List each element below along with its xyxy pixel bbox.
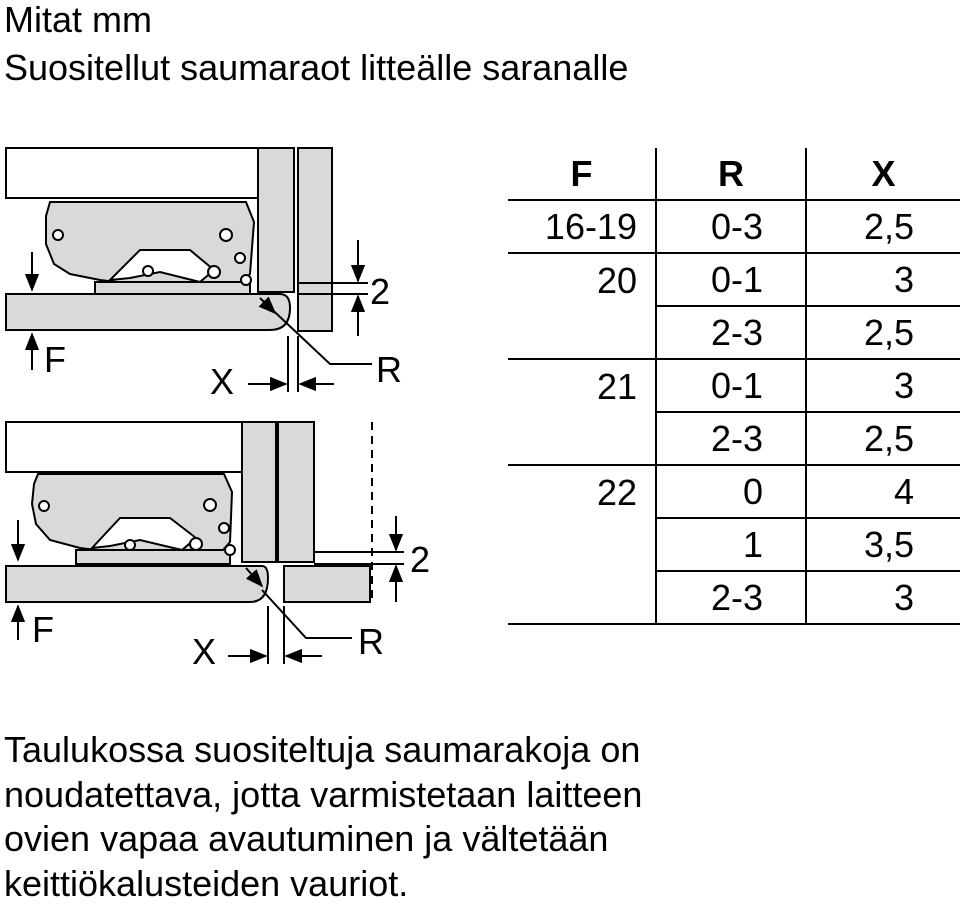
table-header-row <box>508 148 960 200</box>
cell-x: 3 <box>806 253 960 306</box>
bottom-hinge-screw <box>190 538 202 550</box>
top-hinge-screw <box>220 229 232 241</box>
cell-r: 2-3 <box>656 306 806 359</box>
cell-x: 4 <box>806 465 960 518</box>
bottom-cabinet-panel <box>6 422 242 472</box>
table-row <box>508 412 960 465</box>
cell-f: 22 <box>596 471 637 513</box>
top-cabinet-panel <box>6 148 258 198</box>
table-row <box>508 518 960 571</box>
top-door-panel <box>6 294 290 330</box>
note-line: Taulukossa suositeltuja saumarakoja on <box>4 729 641 770</box>
table-header-r: R <box>656 148 806 200</box>
bottom-label-R: R <box>358 621 384 662</box>
hinge-diagram <box>0 140 500 680</box>
cell-r: 2-3 <box>656 571 806 624</box>
table-row <box>508 571 960 624</box>
cell-r: 0 <box>656 465 806 518</box>
gap-table <box>508 148 960 625</box>
note-line: keittiökalusteiden vauriot. <box>4 862 409 904</box>
table-row <box>508 465 960 518</box>
cell-f <box>508 306 656 359</box>
cell-r: 1 <box>656 518 806 571</box>
page-subtitle: Suositellut saumaraot litteälle saranalle <box>4 47 629 88</box>
top-label-F: F <box>44 339 66 380</box>
cell-f <box>508 518 656 571</box>
table-row <box>508 359 960 412</box>
cell-f <box>508 412 656 465</box>
cell-r: 0-1 <box>656 253 806 306</box>
bottom-hinge-screw <box>39 501 49 511</box>
cell-r: 2-3 <box>656 412 806 465</box>
cell-f: 20 <box>596 259 637 301</box>
bottom-label-2: 2 <box>410 539 431 580</box>
bottom-label-F: F <box>32 609 54 650</box>
cell-f: 16-19 <box>508 200 656 253</box>
bottom-hinge-screw <box>125 540 135 550</box>
table-header-f: F <box>508 148 656 200</box>
bottom-hinge-screw <box>204 499 216 511</box>
top-hinge-body <box>46 202 254 290</box>
top-hinge-screw <box>143 266 153 276</box>
table-row <box>508 306 960 359</box>
cell-f: 21 <box>596 365 637 407</box>
cell-x: 3,5 <box>806 518 960 571</box>
page-title: Mitat mm <box>4 0 152 40</box>
cell-r: 0-1 <box>656 359 806 412</box>
cell-x: 3 <box>806 571 960 624</box>
top-door-edge <box>298 148 332 331</box>
cell-x: 2,5 <box>806 412 960 465</box>
note-text <box>4 728 954 906</box>
cell-x: 2,5 <box>806 200 960 253</box>
cell-r: 0-3 <box>656 200 806 253</box>
bottom-cabinet-wall <box>242 422 276 562</box>
cell-f <box>508 571 656 624</box>
cell-x: 3 <box>806 359 960 412</box>
top-hinge-screw <box>208 266 220 278</box>
top-hinge-screw <box>53 230 63 240</box>
top-hinge-plate <box>95 282 250 294</box>
bottom-hinge-plate <box>76 550 230 564</box>
note-line: ovien vapaa avautuminen ja vältetään <box>4 818 609 859</box>
top-hinge-screw <box>235 253 245 263</box>
bottom-label-X: X <box>192 631 217 672</box>
bottom-cabinet-wall-2 <box>278 422 314 562</box>
top-cabinet-wall <box>258 148 294 292</box>
note-line: noudatettava, jotta varmistetaan laitteen <box>4 773 643 815</box>
bottom-hinge-screw <box>225 545 235 555</box>
top-hinge-screw <box>241 275 251 285</box>
top-label-2: 2 <box>370 271 391 312</box>
top-label-R: R <box>376 349 402 390</box>
table-row <box>508 200 960 253</box>
table-row <box>508 253 960 306</box>
top-label-X: X <box>210 361 235 402</box>
bottom-door-panel <box>6 566 268 602</box>
bottom-hinge-screw <box>219 523 229 533</box>
bottom-hinge-figure <box>6 422 370 602</box>
top-hinge-figure <box>6 148 332 331</box>
cell-x: 2,5 <box>806 306 960 359</box>
table-header-x: X <box>806 148 960 200</box>
bottom-door-right <box>284 566 370 602</box>
